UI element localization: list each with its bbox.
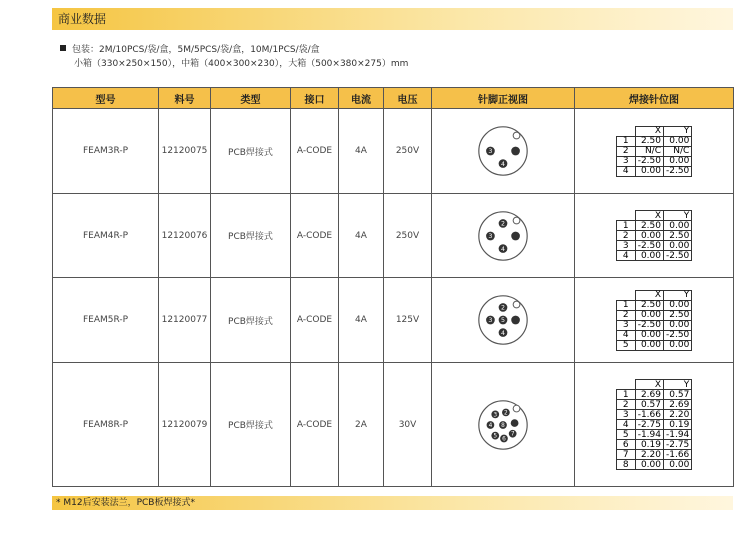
bullet-square-icon <box>60 45 66 51</box>
table-header-row <box>53 88 734 109</box>
table-row <box>53 363 734 487</box>
cell-part: 12120075 <box>159 109 211 194</box>
cell-type: PCB焊接式 <box>211 363 291 487</box>
cell-type: PCB焊接式 <box>211 109 291 194</box>
spec-table <box>52 87 734 487</box>
pin-coordinate-table: X Y 1 2.50 0.00 2 0.00 2.50 3 -2.50 0.00 4 0.00 -2.50 <box>616 210 693 261</box>
cell-pin-view <box>432 109 575 194</box>
cell-part: 12120079 <box>159 363 211 487</box>
cell-pin-map <box>575 109 734 194</box>
svg-text:2: 2 <box>501 304 505 312</box>
header-pin-front-view: 针脚正视图 <box>432 88 575 109</box>
pin-header-x: X <box>635 126 663 136</box>
svg-text:4: 4 <box>501 329 505 337</box>
cell-type: PCB焊接式 <box>211 194 291 278</box>
cell-current: 4A <box>339 278 384 363</box>
cell-pin-map <box>575 194 734 278</box>
table-row <box>53 278 734 363</box>
svg-text:3: 3 <box>493 411 498 418</box>
svg-text:3: 3 <box>488 317 493 325</box>
section-title: 商业数据 <box>52 8 733 30</box>
cell-current: 4A <box>339 194 384 278</box>
svg-text:3: 3 <box>488 232 493 240</box>
pin-coordinate-table: X Y 1 2.50 0.00 2 0.00 2.50 3 -2.50 0.00 4 0.00 -2.50 5 0.00 0.00 <box>616 290 693 351</box>
table-row <box>53 109 734 194</box>
pin-coordinate-table: X Y 1 2.69 0.57 2 0.57 2.69 3 -1.66 2.20 4 -2.75 0.19 5 -1.94 -1.94 6 0.19 -2.75 7 2.20 -1.66 8 0.00 0.00 <box>616 379 693 470</box>
svg-text:2: 2 <box>504 409 508 416</box>
cell-interface: A-CODE <box>291 278 339 363</box>
header-current: 电流 <box>339 88 384 109</box>
connector-face-4pin-icon <box>474 207 532 265</box>
svg-text:5: 5 <box>493 433 498 440</box>
svg-text:8: 8 <box>501 422 505 429</box>
cell-pin-view <box>432 194 575 278</box>
cell-model: FEAM4R-P <box>53 194 159 278</box>
cell-part: 12120076 <box>159 194 211 278</box>
svg-text:6: 6 <box>502 435 506 442</box>
cell-interface: A-CODE <box>291 109 339 194</box>
packaging-line-1: 包装：2M/10PCS/袋/盒，5M/5PCS/袋/盒，10M/1PCS/袋/盒 <box>72 45 320 55</box>
footer-note: * M12后安装法兰，PCB板焊接式* <box>52 496 733 510</box>
table-row <box>53 194 734 278</box>
header-model: 型号 <box>53 88 159 109</box>
svg-text:4: 4 <box>501 245 505 253</box>
svg-text:2: 2 <box>501 220 505 228</box>
connector-face-8pin-icon <box>474 396 532 454</box>
header-solder-pin-map: 焊接针位图 <box>575 88 734 109</box>
cell-type: PCB焊接式 <box>211 278 291 363</box>
svg-text:4: 4 <box>488 422 493 429</box>
cell-model: FEAM8R-P <box>53 363 159 487</box>
connector-face-5pin-icon <box>474 291 532 349</box>
cell-interface: A-CODE <box>291 363 339 487</box>
cell-voltage: 250V <box>384 109 432 194</box>
cell-voltage: 125V <box>384 278 432 363</box>
svg-text:4: 4 <box>501 160 505 168</box>
header-voltage: 电压 <box>384 88 432 109</box>
cell-pin-view <box>432 278 575 363</box>
cell-model: FEAM3R-P <box>53 109 159 194</box>
cell-pin-map <box>575 278 734 363</box>
svg-text:3: 3 <box>488 148 493 156</box>
header-type: 类型 <box>211 88 291 109</box>
cell-interface: A-CODE <box>291 194 339 278</box>
header-interface: 接口 <box>291 88 339 109</box>
cell-voltage: 250V <box>384 194 432 278</box>
cell-current: 4A <box>339 109 384 194</box>
svg-text:5: 5 <box>501 317 505 325</box>
header-part: 料号 <box>159 88 211 109</box>
cell-current: 2A <box>339 363 384 487</box>
svg-text:7: 7 <box>510 431 515 438</box>
pin-coordinate-table: X Y 1 2.50 0.00 2 N/C N/C 3 -2.50 0.00 4 0.00 -2.50 <box>616 126 693 177</box>
pin-header-y: Y <box>664 126 692 136</box>
cell-pin-map <box>575 363 734 487</box>
cell-part: 12120077 <box>159 278 211 363</box>
connector-face-3pin-icon <box>474 122 532 180</box>
cell-voltage: 30V <box>384 363 432 487</box>
packaging-info <box>60 43 408 71</box>
cell-model: FEAM5R-P <box>53 278 159 363</box>
cell-pin-view <box>432 363 575 487</box>
packaging-line-2: 小箱（330×250×150），中箱（400×300×230），大箱（500×380×275）mm <box>74 59 409 69</box>
